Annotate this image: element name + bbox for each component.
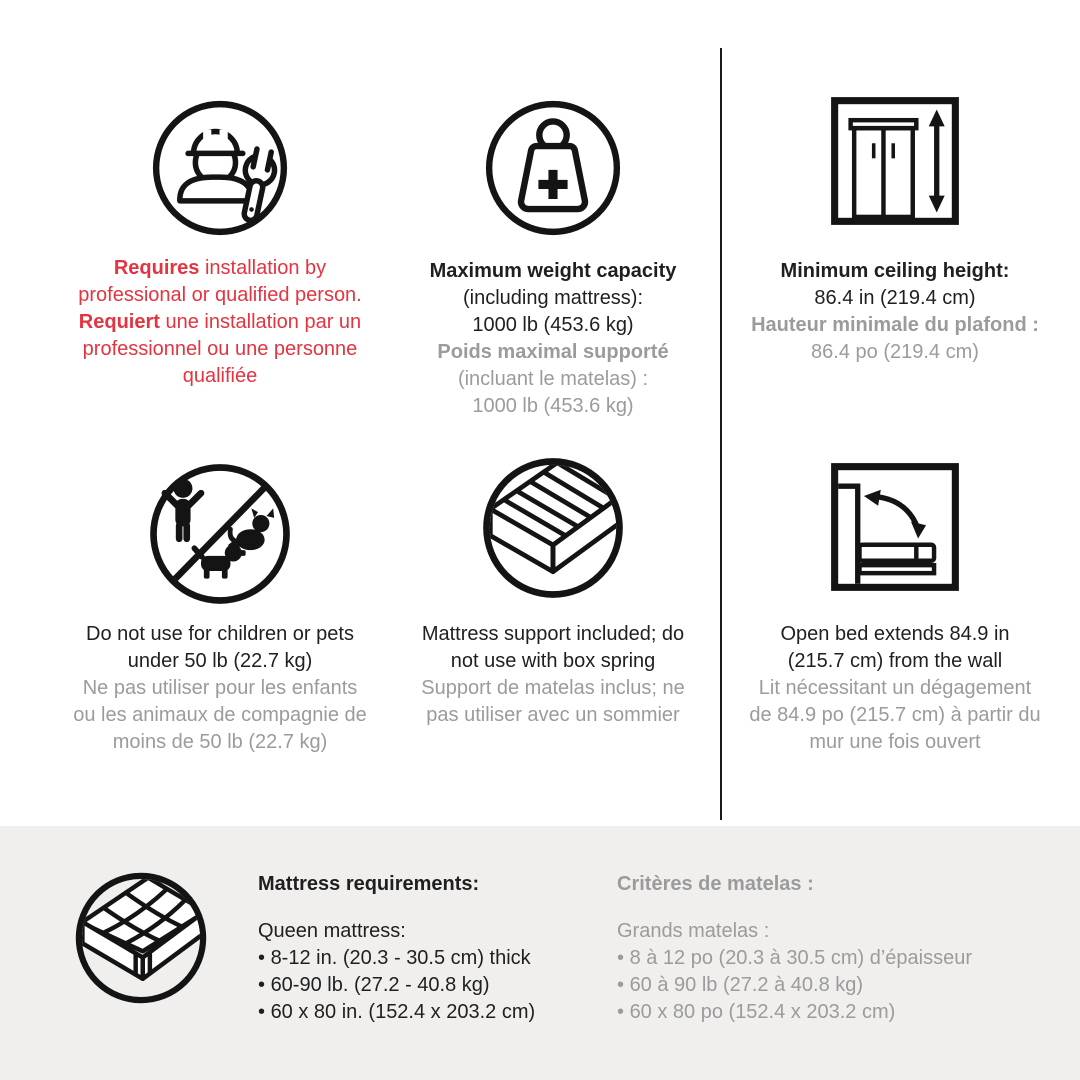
mattress-fr-title: Critères de matelas : <box>617 873 814 895</box>
open-bed-fr-lines <box>749 675 1040 756</box>
mattress-requirements-band <box>0 826 1080 1080</box>
ceiling-fr-lines <box>751 339 1039 366</box>
weight-fr-title: Poids maximal supporté <box>437 341 669 363</box>
mattress-en-bullet: • 60-90 lb. (27.2 - 40.8 kg) <box>258 972 598 999</box>
children-fr-lines <box>73 675 367 756</box>
weight-text <box>430 258 677 420</box>
mattress-fr-bullet: • 8 à 12 po (20.3 à 30.5 cm) d’épaisseur <box>617 945 1057 972</box>
installation-fr-bold: Requiert <box>78 311 160 333</box>
mattress-fr-subtitle: Grands matelas : <box>617 920 770 942</box>
installation-en-bold: Requires <box>113 257 200 279</box>
text-line: mur une fois ouvert <box>809 731 981 753</box>
children-text <box>73 621 367 756</box>
feature-no-children-pets <box>45 458 395 756</box>
mattress-en-bullet: • 8-12 in. (20.3 - 30.5 cm) thick <box>258 945 598 972</box>
ceiling-en-title: Minimum ceiling height: <box>780 260 1010 282</box>
text-line: not use with box spring <box>450 650 656 672</box>
text-line: 1000 lb (453.6 kg) <box>472 314 634 336</box>
tufted-mattress-icon <box>70 864 212 1012</box>
weight-en-lines <box>430 285 677 339</box>
text-line: under 50 lb (22.7 kg) <box>127 650 313 672</box>
text-line: (215.7 cm) from the wall <box>787 650 1003 672</box>
mattress-en-title: Mattress requirements: <box>258 873 480 895</box>
feature-mattress-support <box>398 452 708 729</box>
mattress-fr-bullet: • 60 x 80 po (152.4 x 203.2 cm) <box>617 999 1057 1026</box>
text-line: moins de 50 lb (22.7 kg) <box>112 731 328 753</box>
open-bed-text <box>749 621 1040 756</box>
feature-installation <box>45 95 395 390</box>
text-line <box>78 309 362 336</box>
text-line: Do not use for children or pets <box>86 623 354 645</box>
text-line: Mattress support included; do <box>421 623 685 645</box>
weight-en-title: Maximum weight capacity <box>429 260 677 282</box>
text-line: professional or qualified person. <box>78 284 362 306</box>
mattress-en-bullets <box>258 945 598 1026</box>
ceiling-en-lines <box>751 285 1039 312</box>
text-line: (incluant le matelas) : <box>457 368 649 390</box>
installation-en-tail: installation by <box>199 257 327 279</box>
mattress-en-subtitle: Queen mattress: <box>258 920 406 942</box>
mattress-slats-icon <box>477 452 629 604</box>
mattress-fr-bullet: • 60 à 90 lb (27.2 à 40.8 kg) <box>617 972 1057 999</box>
text-line: Open bed extends 84.9 in <box>780 623 1010 645</box>
children-en-lines <box>73 621 367 675</box>
open-bed-swing-icon <box>824 456 966 598</box>
text-line: Support de matelas inclus; ne <box>421 677 685 699</box>
text-line: 86.4 in (219.4 cm) <box>814 287 976 309</box>
text-line: 1000 lb (453.6 kg) <box>472 395 634 417</box>
mattress-requirements-en <box>258 871 598 1026</box>
weight-plus-icon <box>480 95 626 241</box>
weight-fr-lines <box>430 366 677 420</box>
support-fr-lines <box>421 675 685 729</box>
text-line: pas utiliser avec un sommier <box>426 704 680 726</box>
ceiling-height-arrow-icon <box>824 90 966 232</box>
ceiling-text <box>751 258 1039 366</box>
text-line: Ne pas utiliser pour les enfants <box>82 677 358 699</box>
column-divider <box>720 48 722 820</box>
ceiling-fr-title: Hauteur minimale du plafond : <box>751 314 1039 336</box>
text-line: 86.4 po (219.4 cm) <box>811 341 979 363</box>
text-line <box>78 255 362 282</box>
text-line: Lit nécessitant un dégagement <box>758 677 1032 699</box>
mattress-requirements-fr <box>617 871 1057 1026</box>
mattress-en-bullet: • 60 x 80 in. (152.4 x 203.2 cm) <box>258 999 598 1026</box>
installation-text <box>78 255 362 390</box>
open-bed-en-lines <box>749 621 1040 675</box>
feature-ceiling-height <box>735 90 1055 366</box>
mattress-fr-bullets <box>617 945 1057 1026</box>
text-line: (including mattress): <box>462 287 644 309</box>
text-line: ou les animaux de compagnie de <box>73 704 367 726</box>
support-text <box>421 621 685 729</box>
installation-fr-tail: une installation par un <box>159 311 362 333</box>
text-line: de 84.9 po (215.7 cm) à partir du <box>749 704 1041 726</box>
installer-hardhat-wrench-icon <box>147 95 293 241</box>
no-children-pets-icon <box>144 458 296 610</box>
feature-weight-capacity <box>398 95 708 420</box>
text-line: qualifiée <box>182 365 258 387</box>
text-line: professionnel ou une personne <box>82 338 358 360</box>
feature-open-bed <box>730 456 1060 756</box>
support-en-lines <box>421 621 685 675</box>
